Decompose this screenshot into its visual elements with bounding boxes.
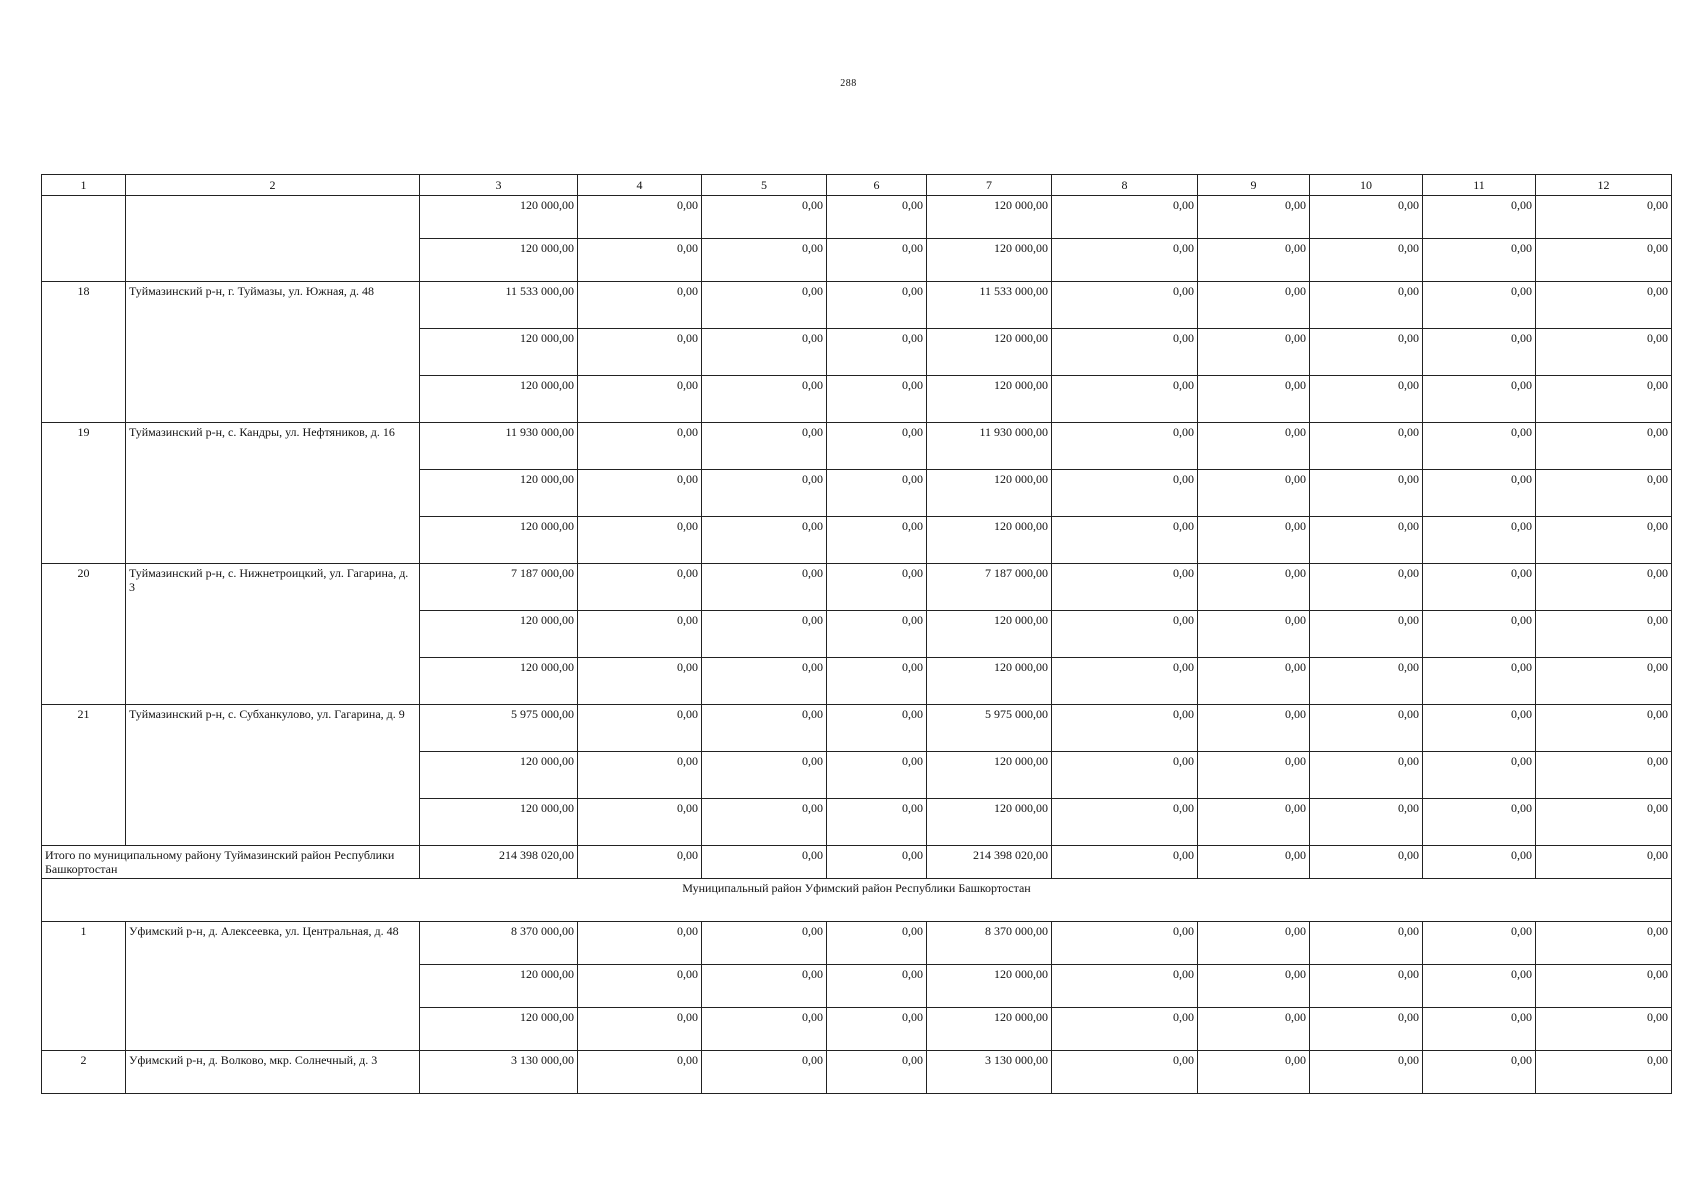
amount-cell: 0,00 xyxy=(1052,922,1198,965)
amount-cell: 0,00 xyxy=(1536,799,1672,846)
amount-cell: 0,00 xyxy=(1198,799,1310,846)
address-cell: Туймазинский р-н, с. Нижнетроицкий, ул. Гагарина, д. 3 xyxy=(126,564,420,705)
amount-cell: 0,00 xyxy=(1310,611,1423,658)
amount-cell: 0,00 xyxy=(1536,196,1672,239)
amount-cell: 0,00 xyxy=(1052,517,1198,564)
amount-cell: 0,00 xyxy=(578,1051,702,1094)
amount-cell: 0,00 xyxy=(702,239,827,282)
amount-cell: 0,00 xyxy=(578,846,702,879)
amount-cell: 0,00 xyxy=(1310,423,1423,470)
table-row xyxy=(42,564,1672,611)
address-cell: Туймазинский р-н, с. Кандры, ул. Нефтяников, д. 16 xyxy=(126,423,420,564)
amount-cell: 0,00 xyxy=(1310,922,1423,965)
amount-cell: 0,00 xyxy=(1052,658,1198,705)
amount-total-cell: 120 000,00 xyxy=(420,611,578,658)
total-label: Итого по муниципальному району Туймазинский район Республики Башкортостан xyxy=(42,846,420,879)
amount-cell: 0,00 xyxy=(827,564,927,611)
column-header: 11 xyxy=(1423,175,1536,196)
amount-cell: 0,00 xyxy=(827,329,927,376)
amount-cell: 0,00 xyxy=(578,658,702,705)
amount-cell: 0,00 xyxy=(1052,752,1198,799)
amount-cell: 0,00 xyxy=(578,423,702,470)
amount-cell: 0,00 xyxy=(702,799,827,846)
amount-cell: 0,00 xyxy=(1052,564,1198,611)
amount-cell: 0,00 xyxy=(702,196,827,239)
amount-cell: 0,00 xyxy=(1310,1008,1423,1051)
amount-cell: 0,00 xyxy=(578,282,702,329)
amount-cell: 0,00 xyxy=(1423,752,1536,799)
address-cell: Туймазинский р-н, с. Субханкулово, ул. Гагарина, д. 9 xyxy=(126,705,420,846)
amount-total-cell: 120 000,00 xyxy=(420,658,578,705)
amount-cell: 7 187 000,00 xyxy=(927,564,1052,611)
amount-cell: 0,00 xyxy=(1536,376,1672,423)
amount-cell: 0,00 xyxy=(827,517,927,564)
amount-cell: 0,00 xyxy=(1536,1008,1672,1051)
amount-cell: 120 000,00 xyxy=(927,965,1052,1008)
amount-cell: 0,00 xyxy=(1052,239,1198,282)
amount-total-cell: 3 130 000,00 xyxy=(420,1051,578,1094)
index-cell xyxy=(42,196,126,282)
amount-total-cell: 120 000,00 xyxy=(420,239,578,282)
amount-cell: 0,00 xyxy=(1536,611,1672,658)
amount-cell: 120 000,00 xyxy=(927,799,1052,846)
amount-total-cell: 120 000,00 xyxy=(420,799,578,846)
amount-cell: 0,00 xyxy=(1198,196,1310,239)
amount-cell: 0,00 xyxy=(702,922,827,965)
column-header: 12 xyxy=(1536,175,1672,196)
table-row xyxy=(42,879,1672,922)
amount-cell: 0,00 xyxy=(1198,423,1310,470)
amount-cell: 0,00 xyxy=(1310,282,1423,329)
amount-cell: 0,00 xyxy=(702,705,827,752)
amount-cell: 0,00 xyxy=(1198,611,1310,658)
amount-total-cell: 11 533 000,00 xyxy=(420,282,578,329)
amount-cell: 120 000,00 xyxy=(927,470,1052,517)
amount-cell: 0,00 xyxy=(827,470,927,517)
amount-cell: 0,00 xyxy=(1536,965,1672,1008)
amount-cell: 0,00 xyxy=(827,1051,927,1094)
amount-cell: 0,00 xyxy=(1423,423,1536,470)
amount-cell: 0,00 xyxy=(578,517,702,564)
amount-cell: 0,00 xyxy=(1198,329,1310,376)
header-row xyxy=(42,175,1672,196)
amount-cell: 120 000,00 xyxy=(927,376,1052,423)
amount-cell: 0,00 xyxy=(1423,282,1536,329)
amount-cell: 0,00 xyxy=(702,965,827,1008)
amount-cell: 0,00 xyxy=(1536,1051,1672,1094)
amount-cell: 0,00 xyxy=(702,611,827,658)
amount-cell: 0,00 xyxy=(1198,1008,1310,1051)
amount-cell: 0,00 xyxy=(1310,1051,1423,1094)
amount-cell: 0,00 xyxy=(1423,239,1536,282)
amount-cell: 0,00 xyxy=(578,705,702,752)
amount-cell: 120 000,00 xyxy=(927,517,1052,564)
page-number: 288 xyxy=(840,78,857,89)
amount-cell: 120 000,00 xyxy=(927,611,1052,658)
amount-cell: 0,00 xyxy=(1536,282,1672,329)
amount-cell: 0,00 xyxy=(1052,705,1198,752)
table-row xyxy=(42,282,1672,329)
amount-cell: 0,00 xyxy=(1052,282,1198,329)
amount-total-cell: 11 930 000,00 xyxy=(420,423,578,470)
amount-cell: 0,00 xyxy=(578,922,702,965)
address-cell: Уфимский р-н, д. Алексеевка, ул. Центральная, д. 48 xyxy=(126,922,420,1051)
amount-total-cell: 120 000,00 xyxy=(420,376,578,423)
amount-cell: 0,00 xyxy=(702,376,827,423)
amount-cell: 0,00 xyxy=(1423,799,1536,846)
amount-cell: 11 533 000,00 xyxy=(927,282,1052,329)
amount-cell: 0,00 xyxy=(702,564,827,611)
amount-cell: 0,00 xyxy=(1310,658,1423,705)
amount-cell: 0,00 xyxy=(1052,196,1198,239)
amount-cell: 0,00 xyxy=(1536,329,1672,376)
index-cell: 18 xyxy=(42,282,126,423)
amount-cell: 0,00 xyxy=(827,705,927,752)
amount-cell: 0,00 xyxy=(1423,470,1536,517)
amount-cell: 0,00 xyxy=(1198,752,1310,799)
amount-cell: 0,00 xyxy=(1310,752,1423,799)
amount-cell: 0,00 xyxy=(827,196,927,239)
amount-cell: 120 000,00 xyxy=(927,658,1052,705)
amount-cell: 0,00 xyxy=(827,965,927,1008)
column-header: 8 xyxy=(1052,175,1198,196)
amount-cell: 3 130 000,00 xyxy=(927,1051,1052,1094)
amount-cell: 0,00 xyxy=(1310,705,1423,752)
amount-cell: 0,00 xyxy=(1198,1051,1310,1094)
amount-cell: 0,00 xyxy=(1536,239,1672,282)
amount-cell: 0,00 xyxy=(1198,705,1310,752)
amount-total-cell: 120 000,00 xyxy=(420,470,578,517)
index-cell: 1 xyxy=(42,922,126,1051)
amount-cell: 0,00 xyxy=(1423,922,1536,965)
table-row xyxy=(42,196,1672,239)
amount-cell: 0,00 xyxy=(578,799,702,846)
amount-cell: 0,00 xyxy=(1423,517,1536,564)
amount-cell: 0,00 xyxy=(1536,846,1672,879)
amount-cell: 0,00 xyxy=(1198,376,1310,423)
index-cell: 20 xyxy=(42,564,126,705)
amount-cell: 0,00 xyxy=(827,282,927,329)
amount-cell: 0,00 xyxy=(1310,846,1423,879)
table-row xyxy=(42,922,1672,965)
amount-cell: 0,00 xyxy=(702,470,827,517)
column-header: 9 xyxy=(1198,175,1310,196)
amount-cell: 0,00 xyxy=(1536,423,1672,470)
amount-cell: 0,00 xyxy=(578,752,702,799)
amount-cell: 0,00 xyxy=(578,196,702,239)
budget-table xyxy=(41,174,1672,1094)
amount-cell: 0,00 xyxy=(827,799,927,846)
amount-cell: 0,00 xyxy=(702,282,827,329)
column-header: 10 xyxy=(1310,175,1423,196)
amount-cell: 0,00 xyxy=(578,965,702,1008)
amount-total-cell: 214 398 020,00 xyxy=(420,846,578,879)
amount-cell: 0,00 xyxy=(1198,470,1310,517)
table-row xyxy=(42,423,1672,470)
amount-cell: 0,00 xyxy=(1536,705,1672,752)
amount-cell: 0,00 xyxy=(578,1008,702,1051)
column-header: 7 xyxy=(927,175,1052,196)
section-title: Муниципальный район Уфимский район Республики Башкортостан xyxy=(42,879,1672,922)
amount-cell: 0,00 xyxy=(1052,965,1198,1008)
amount-cell: 0,00 xyxy=(1423,965,1536,1008)
index-cell: 19 xyxy=(42,423,126,564)
column-header: 4 xyxy=(578,175,702,196)
amount-cell: 120 000,00 xyxy=(927,329,1052,376)
amount-cell: 0,00 xyxy=(1310,799,1423,846)
table-row xyxy=(42,846,1672,879)
address-cell xyxy=(126,196,420,282)
amount-total-cell: 120 000,00 xyxy=(420,329,578,376)
amount-cell: 0,00 xyxy=(1052,376,1198,423)
table-row xyxy=(42,705,1672,752)
amount-cell: 0,00 xyxy=(1423,846,1536,879)
amount-cell: 0,00 xyxy=(1536,517,1672,564)
address-cell: Уфимский р-н, д. Волково, мкр. Солнечный, д. 3 xyxy=(126,1051,420,1094)
index-cell: 21 xyxy=(42,705,126,846)
amount-cell: 0,00 xyxy=(1052,846,1198,879)
amount-cell: 0,00 xyxy=(1052,1008,1198,1051)
amount-cell: 0,00 xyxy=(1052,423,1198,470)
amount-cell: 0,00 xyxy=(1423,1051,1536,1094)
amount-cell: 0,00 xyxy=(1310,196,1423,239)
amount-cell: 0,00 xyxy=(1198,517,1310,564)
table-row xyxy=(42,1051,1672,1094)
amount-cell: 0,00 xyxy=(1052,329,1198,376)
amount-cell: 0,00 xyxy=(1310,517,1423,564)
amount-cell: 120 000,00 xyxy=(927,752,1052,799)
amount-cell: 0,00 xyxy=(702,423,827,470)
amount-cell: 0,00 xyxy=(1536,658,1672,705)
amount-cell: 0,00 xyxy=(1423,705,1536,752)
column-header: 5 xyxy=(702,175,827,196)
table-body xyxy=(42,175,1672,1094)
amount-cell: 0,00 xyxy=(578,376,702,423)
amount-cell: 0,00 xyxy=(1423,564,1536,611)
amount-total-cell: 120 000,00 xyxy=(420,1008,578,1051)
amount-cell: 0,00 xyxy=(1310,470,1423,517)
amount-total-cell: 5 975 000,00 xyxy=(420,705,578,752)
amount-total-cell: 120 000,00 xyxy=(420,196,578,239)
amount-cell: 0,00 xyxy=(1423,196,1536,239)
amount-cell: 0,00 xyxy=(827,611,927,658)
amount-cell: 0,00 xyxy=(702,1051,827,1094)
amount-total-cell: 120 000,00 xyxy=(420,752,578,799)
column-header: 3 xyxy=(420,175,578,196)
amount-cell: 0,00 xyxy=(702,329,827,376)
amount-cell: 0,00 xyxy=(578,564,702,611)
amount-cell: 120 000,00 xyxy=(927,196,1052,239)
index-cell: 2 xyxy=(42,1051,126,1094)
amount-cell: 214 398 020,00 xyxy=(927,846,1052,879)
amount-cell: 0,00 xyxy=(827,239,927,282)
amount-cell: 0,00 xyxy=(1052,470,1198,517)
amount-cell: 0,00 xyxy=(1198,658,1310,705)
amount-cell: 0,00 xyxy=(1198,282,1310,329)
amount-total-cell: 120 000,00 xyxy=(420,517,578,564)
amount-cell: 0,00 xyxy=(578,470,702,517)
amount-total-cell: 7 187 000,00 xyxy=(420,564,578,611)
amount-total-cell: 120 000,00 xyxy=(420,965,578,1008)
amount-cell: 0,00 xyxy=(1310,965,1423,1008)
amount-cell: 5 975 000,00 xyxy=(927,705,1052,752)
amount-cell: 0,00 xyxy=(1310,564,1423,611)
amount-cell: 0,00 xyxy=(1198,564,1310,611)
amount-cell: 0,00 xyxy=(578,239,702,282)
amount-cell: 0,00 xyxy=(1198,239,1310,282)
amount-cell: 0,00 xyxy=(1423,1008,1536,1051)
amount-cell: 0,00 xyxy=(702,752,827,799)
amount-cell: 120 000,00 xyxy=(927,1008,1052,1051)
amount-cell: 0,00 xyxy=(827,846,927,879)
amount-cell: 0,00 xyxy=(1423,611,1536,658)
amount-cell: 0,00 xyxy=(827,658,927,705)
address-cell: Туймазинский р-н, г. Туймазы, ул. Южная, д. 48 xyxy=(126,282,420,423)
amount-cell: 0,00 xyxy=(1536,922,1672,965)
amount-cell: 0,00 xyxy=(578,329,702,376)
amount-cell: 0,00 xyxy=(827,1008,927,1051)
amount-cell: 11 930 000,00 xyxy=(927,423,1052,470)
column-header: 1 xyxy=(42,175,126,196)
amount-cell: 0,00 xyxy=(827,922,927,965)
amount-cell: 0,00 xyxy=(1198,922,1310,965)
amount-cell: 0,00 xyxy=(1423,658,1536,705)
amount-cell: 0,00 xyxy=(1310,376,1423,423)
column-header: 6 xyxy=(827,175,927,196)
amount-cell: 0,00 xyxy=(702,517,827,564)
amount-cell: 8 370 000,00 xyxy=(927,922,1052,965)
amount-cell: 0,00 xyxy=(1198,965,1310,1008)
amount-cell: 0,00 xyxy=(1536,752,1672,799)
amount-total-cell: 8 370 000,00 xyxy=(420,922,578,965)
amount-cell: 0,00 xyxy=(702,1008,827,1051)
amount-cell: 120 000,00 xyxy=(927,239,1052,282)
amount-cell: 0,00 xyxy=(1423,329,1536,376)
amount-cell: 0,00 xyxy=(827,423,927,470)
amount-cell: 0,00 xyxy=(827,752,927,799)
amount-cell: 0,00 xyxy=(1536,564,1672,611)
amount-cell: 0,00 xyxy=(578,611,702,658)
amount-cell: 0,00 xyxy=(1310,329,1423,376)
amount-cell: 0,00 xyxy=(1423,376,1536,423)
amount-cell: 0,00 xyxy=(1052,611,1198,658)
amount-cell: 0,00 xyxy=(1052,1051,1198,1094)
amount-cell: 0,00 xyxy=(827,376,927,423)
amount-cell: 0,00 xyxy=(1052,799,1198,846)
amount-cell: 0,00 xyxy=(1310,239,1423,282)
amount-cell: 0,00 xyxy=(702,658,827,705)
amount-cell: 0,00 xyxy=(1536,470,1672,517)
amount-cell: 0,00 xyxy=(702,846,827,879)
column-header: 2 xyxy=(126,175,420,196)
amount-cell: 0,00 xyxy=(1198,846,1310,879)
